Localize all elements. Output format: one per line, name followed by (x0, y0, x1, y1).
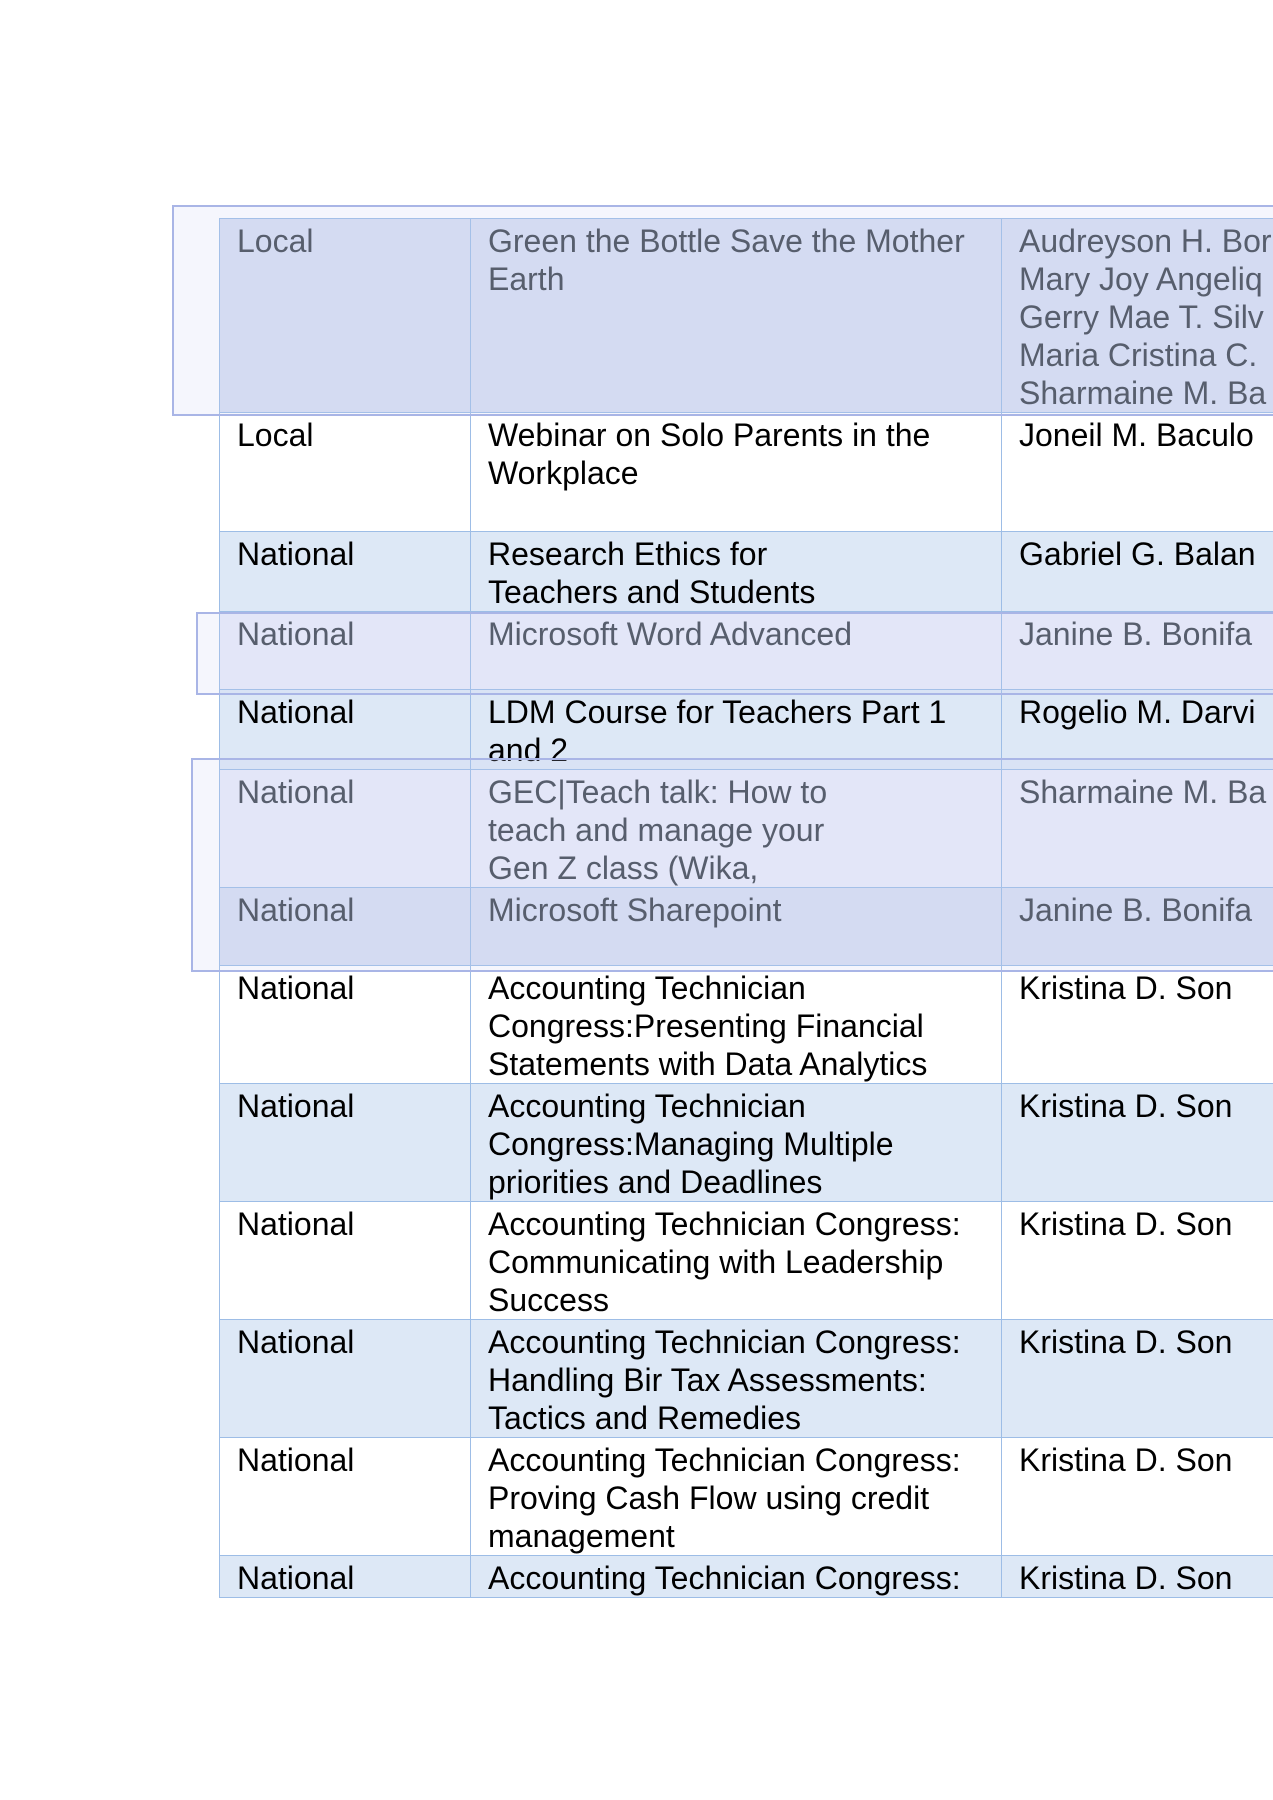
table-row (220, 1084, 1273, 1202)
training-title-line: and 2 (488, 732, 569, 768)
table-row (220, 413, 1273, 532)
training-title-cell (471, 770, 1002, 888)
training-title-cell (471, 1320, 1002, 1438)
level-cell: Local (220, 219, 471, 413)
training-title-line: Success (488, 1282, 609, 1318)
training-title-line: Congress:Presenting Financial (488, 1008, 924, 1044)
participant-name-line: Janine B. Bonifa (1019, 892, 1253, 928)
training-title-cell (471, 532, 1002, 612)
participant-name-line: Maria Cristina C. (1019, 337, 1258, 373)
table-row (220, 1202, 1273, 1320)
level-cell: National (220, 1084, 471, 1202)
table-row (220, 888, 1273, 966)
participant-cell (1002, 532, 1273, 612)
training-title-line: Accounting Technician Congress: (488, 1442, 961, 1478)
training-title-cell (471, 413, 1002, 532)
level-cell: Local (220, 413, 471, 532)
training-title-line: Statements with Data Analytics (488, 1046, 928, 1082)
participant-cell (1002, 1320, 1273, 1438)
training-title-line: LDM Course for Teachers Part 1 (488, 694, 947, 730)
table-row (220, 1320, 1273, 1438)
training-title-line: Microsoft Word Advanced (488, 616, 853, 652)
level-cell: National (220, 612, 471, 690)
training-title-cell (471, 219, 1002, 413)
level-cell: National (220, 1556, 471, 1598)
participant-cell (1002, 413, 1273, 532)
participant-name-line: Kristina D. Son (1019, 970, 1233, 1006)
participant-name-line: Sharmaine M. Ba (1019, 375, 1267, 411)
training-title-line: Workplace (488, 455, 639, 491)
table-row (220, 1438, 1273, 1556)
participant-name-line: Kristina D. Son (1019, 1324, 1233, 1360)
level-cell: National (220, 888, 471, 966)
training-title-line: Handling Bir Tax Assessments: (488, 1362, 927, 1398)
participant-name-line: Rogelio M. Darvi (1019, 694, 1256, 730)
training-title-line: priorities and Deadlines (488, 1164, 823, 1200)
participant-name-line: Joneil M. Baculo (1019, 417, 1254, 453)
training-title-cell (471, 966, 1002, 1084)
training-title-line: Accounting Technician (488, 1088, 806, 1124)
participant-name-line: Mary Joy Angeliq (1019, 261, 1263, 297)
table-row (220, 690, 1273, 770)
participant-cell (1002, 888, 1273, 966)
training-title-cell (471, 690, 1002, 770)
participant-cell (1002, 770, 1273, 888)
participant-cell (1002, 1556, 1273, 1598)
training-title-line: Gen Z class (Wika, (488, 850, 759, 886)
training-title-cell (471, 888, 1002, 966)
training-title-cell (471, 1438, 1002, 1556)
training-title-line: Teachers and Students (488, 574, 816, 610)
participant-cell (1002, 690, 1273, 770)
participant-cell (1002, 1438, 1273, 1556)
training-title-cell (471, 1202, 1002, 1320)
table-row (220, 612, 1273, 690)
table-row (220, 1556, 1273, 1598)
training-title-line: Accounting Technician (488, 970, 806, 1006)
training-title-line: teach and manage your (488, 812, 825, 848)
level-cell: National (220, 1202, 471, 1320)
participant-name-line: Kristina D. Son (1019, 1088, 1233, 1124)
participant-name-line: Gerry Mae T. Silv (1019, 299, 1264, 335)
training-title-line: Earth (488, 261, 565, 297)
trainings-table (219, 218, 1273, 1598)
training-title-line: Webinar on Solo Parents in the (488, 417, 931, 453)
participant-cell (1002, 612, 1273, 690)
table-row (220, 532, 1273, 612)
training-title-line: Congress:Managing Multiple (488, 1126, 894, 1162)
training-title-line: Accounting Technician Congress: (488, 1560, 961, 1596)
training-title-cell (471, 612, 1002, 690)
participant-name-line: Kristina D. Son (1019, 1442, 1233, 1478)
participant-name-line: Gabriel G. Balan (1019, 536, 1256, 572)
training-title-line: Accounting Technician Congress: (488, 1206, 961, 1242)
level-cell: National (220, 770, 471, 888)
table-row (220, 966, 1273, 1084)
level-cell: National (220, 690, 471, 770)
level-cell: National (220, 1320, 471, 1438)
participant-cell (1002, 1084, 1273, 1202)
training-title-line: Proving Cash Flow using credit (488, 1480, 930, 1516)
trainings-table-body (220, 219, 1273, 1598)
participant-name-line: Audreyson H. Bor (1019, 223, 1272, 259)
participant-cell (1002, 1202, 1273, 1320)
level-cell: National (220, 1438, 471, 1556)
participant-name-line: Janine B. Bonifa (1019, 616, 1253, 652)
training-title-cell (471, 1556, 1002, 1598)
training-title-line: management (488, 1518, 675, 1554)
training-title-line: Research Ethics for (488, 536, 768, 572)
training-title-line: Microsoft Sharepoint (488, 892, 782, 928)
participant-name-line: Kristina D. Son (1019, 1560, 1233, 1596)
participant-name-line: Kristina D. Son (1019, 1206, 1233, 1242)
participant-cell (1002, 966, 1273, 1084)
participant-name-line: Sharmaine M. Ba (1019, 774, 1267, 810)
participant-cell (1002, 219, 1273, 413)
level-cell: National (220, 966, 471, 1084)
trainings-table-viewport (219, 218, 1273, 1598)
training-title-line: Communicating with Leadership (488, 1244, 944, 1280)
training-title-line: Accounting Technician Congress: (488, 1324, 961, 1360)
table-row (220, 219, 1273, 413)
table-row (220, 770, 1273, 888)
training-title-line: GEC|Teach talk: How to (488, 774, 828, 810)
training-title-line: Tactics and Remedies (488, 1400, 802, 1436)
training-title-line: Green the Bottle Save the Mother (488, 223, 965, 259)
level-cell: National (220, 532, 471, 612)
training-title-cell (471, 1084, 1002, 1202)
